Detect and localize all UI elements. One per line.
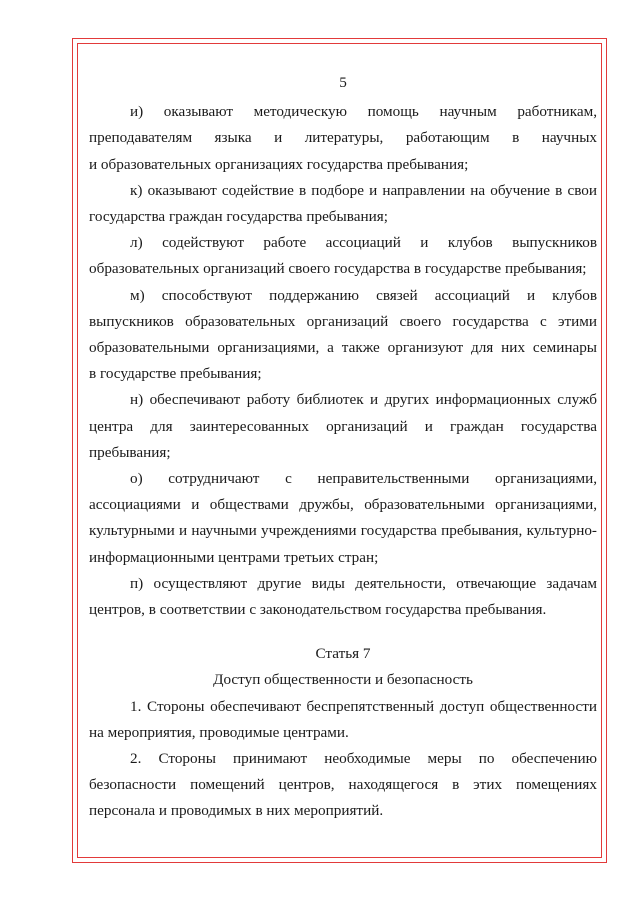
paragraph [89,230,597,282]
paragraph [89,283,597,388]
paragraph [89,466,597,571]
text-line: и) оказывают методическую помощь научным работникам, [130,103,597,121]
text-line: центров, в соответствии с законодательством государства пребывания. [89,601,547,619]
article-6-list [89,99,597,623]
text-line: на мероприятия, проводимые центрами. [89,723,349,741]
text-line: выпускников образовательных организаций своего государства с этими [89,312,597,330]
text-line: образовательных организаций своего государства в государстве пребывания; [89,260,587,278]
text-line: персонала и проводимых в них мероприятий. [89,802,384,820]
text-line: пребывания; [89,443,171,461]
article-7-body [89,694,597,825]
document-body [89,70,597,825]
text-line: 1. Стороны обеспечивают беспрепятственный доступ общественности [130,697,597,715]
text-line: в государстве пребывания; [89,365,262,383]
paragraph [89,746,597,825]
article-title: Доступ общественности и безопасность [213,671,473,689]
text-line: центра для заинтересованных организаций и граждан государства [89,417,597,435]
article-number: Статья 7 [315,645,371,663]
text-line: безопасности помещений центров, находящегося в этих помещениях [89,776,597,794]
text-line: к) оказывают содействие в подборе и направлении на обучение в свои [130,181,597,199]
paragraph [89,178,597,230]
text-line: преподавателям языка и литературы, работающим в научных [89,129,597,147]
page-number: 5 [339,74,347,91]
text-line: ассоциациями и обществами дружбы, образовательными организациями, [89,496,597,514]
text-line: образовательными организациями, а также организуют для них семинары [89,339,597,357]
text-line: 2. Стороны принимают необходимые меры по обеспечению [130,750,597,768]
text-line: и образовательных организациях государства пребывания; [89,155,469,173]
text-line: л) содействуют работе ассоциаций и клубов выпускников [130,234,597,252]
text-line: культурными и научными учреждениями государства пребывания, культурно- [89,522,597,540]
text-line: п) осуществляют другие виды деятельности, отвечающие задачам [130,574,597,592]
text-line: информационными центрами третьих стран; [89,548,379,566]
paragraph [89,571,597,623]
paragraph [89,694,597,746]
section-gap [89,623,597,641]
text-line: н) обеспечивают работу библиотек и других информационных служб [130,391,597,409]
text-line: м) способствуют поддержанию связей ассоциаций и клубов [130,286,597,304]
paragraph [89,387,597,466]
text-line: о) сотрудничают с неправительственными организациями, [130,470,597,488]
paragraph [89,99,597,178]
text-line: государства граждан государства пребывания; [89,208,388,226]
